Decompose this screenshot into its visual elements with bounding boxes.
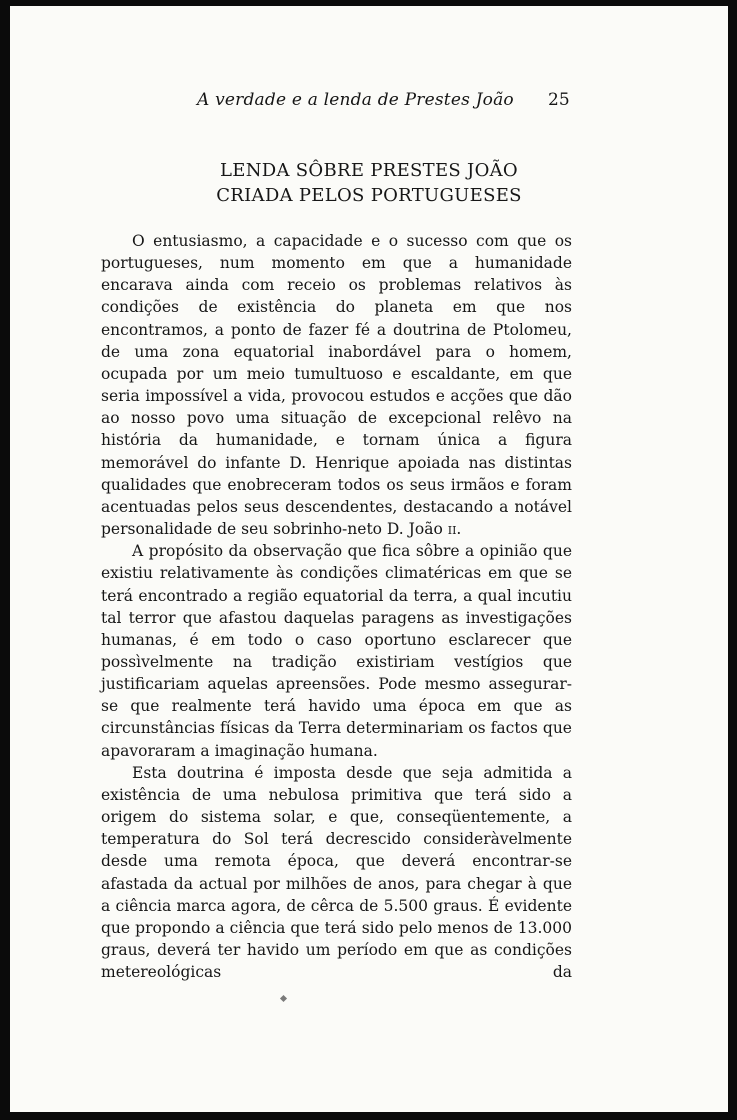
paragraph-1-text: O entusiasmo, a capacidade e o sucesso com que os portugueses, num momento em que a humanidade encarava ainda com receio os problemas relativos às condições de existência do planeta em que nos encontramos, a ponto de fazer fé a doutrina de Ptolomeu, de uma zona equatorial inabordável para o homem, ocupada por um meio tumultuoso e escaldante, em que seria impossível a vida, provocou estudos e acções que dão ao nosso povo uma situação de excepcional relêvo na história da humanidade, e tornam única a figura memorável do infante D. Henrique apoiada nas distintas qualidades que enobreceram todos os seus irmãos e foram acentuadas pelos seus descendentes, destacando a notável personalidade de seu sobrinho-neto D. João xyxy=(101,232,572,539)
chapter-title-line-1: LENDA SÔBRE PRESTES JOÃO xyxy=(220,160,518,181)
paragraph-2: A propósito da observação que fica sôbre a opinião que existiu relativamente às condições climatéricas em que se terá encontrado a região equatorial da terra, a qual incutiu tal terror que afastou daquelas paragens as investigações humanas, é em todo o caso oportuno esclarecer que possìvelmente na tradição existiriam vestígios que justificariam aquelas apreensões. Pode mesmo assegurar-se que realmente terá havido uma época em que as circunstâncias físicas da Terra determinariam os factos que apavoraram a imaginação humana. xyxy=(101,542,572,760)
body-text xyxy=(101,230,572,983)
paragraph-1 xyxy=(101,230,572,540)
book-page xyxy=(10,6,728,1112)
paragraph-3: Esta doutrina é imposta desde que seja admitida a existência de uma nebulosa primitiva que terá sido a origem do sistema solar, e que, conseqüentemente, a temperatura do Sol terá decrescido consideràvelmente desde uma remota época, que deverá encontrar-se afastada da actual por milhões de anos, para chegar à que a ciência marca agora, de cêrca de 5.500 graus. É evidente que propondo a ciência que terá sido pelo menos de 13.000 graus, deverá ter havido um período em que as condições metereológicas da xyxy=(101,763,572,982)
chapter-title-line-2: CRIADA PELOS PORTUGUESES xyxy=(216,185,522,206)
print-speck xyxy=(280,995,287,1002)
running-head: A verdade e a lenda de Prestes João xyxy=(197,90,514,110)
page-number: 25 xyxy=(548,90,570,110)
king-numeral: ii. xyxy=(447,520,462,539)
